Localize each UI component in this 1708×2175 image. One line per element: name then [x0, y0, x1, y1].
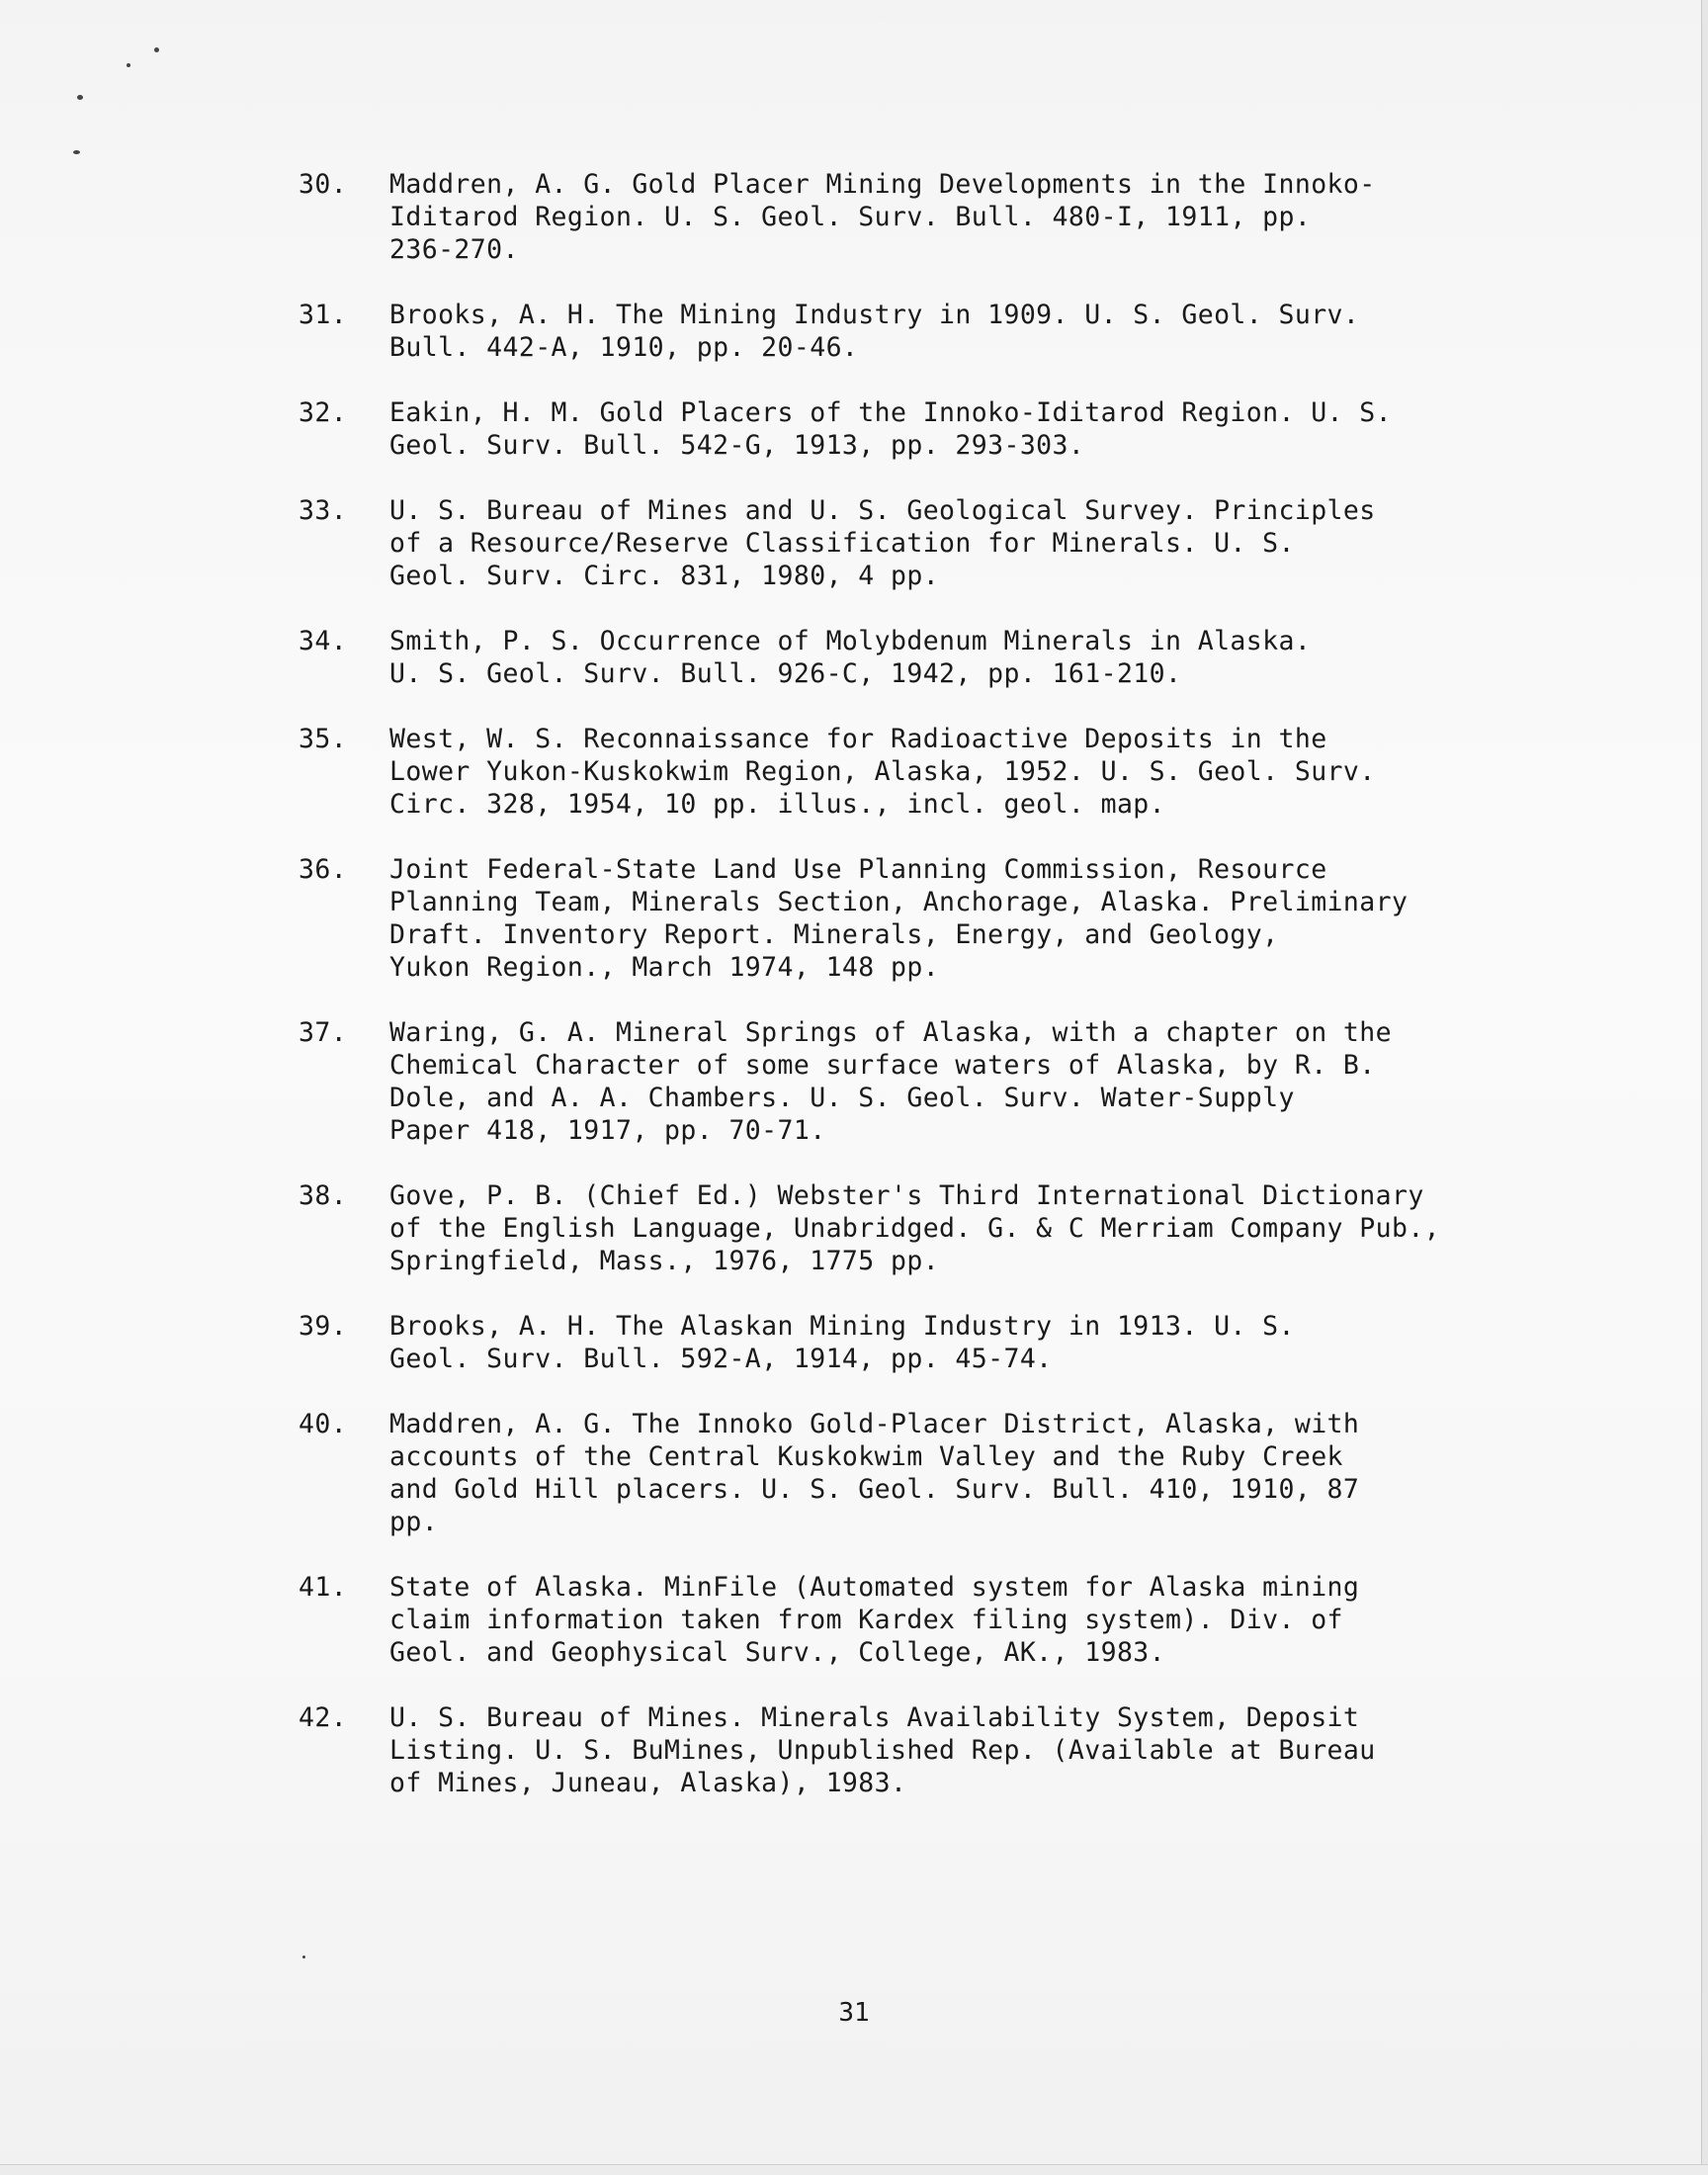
reference-text: U. S. Bureau of Mines. Minerals Availability System, Deposit Listing. U. S. BuMines, Unpublished Rep. (Available at Bureau of Mines, Juneau, Alaska), 1983.	[389, 1702, 1376, 1798]
reference-number: 42.	[299, 1702, 348, 1733]
reference-text: U. S. Bureau of Mines and U. S. Geological Survey. Principles of a Resource/Reserve Classification for Minerals. U. S. Geol. Surv. Circ. 831, 1980, 4 pp.	[389, 495, 1376, 591]
reference-text: State of Alaska. MinFile (Automated system for Alaska mining claim information taken from Kardex filing system). Div. of Geol. and Geophysical Surv., College, AK., 1983.	[389, 1572, 1360, 1668]
reference-item	[299, 1408, 1514, 1538]
reference-item	[299, 1016, 1514, 1147]
reference-text: Gove, P. B. (Chief Ed.) Webster's Third International Dictionary of the English Language, Unabridged. G. & C Merriam Company Pub., Springfield, Mass., 1976, 1775 pp.	[389, 1180, 1441, 1276]
scan-speck	[73, 150, 80, 154]
scan-speck	[77, 95, 83, 100]
reference-item	[299, 853, 1514, 984]
reference-number: 37.	[299, 1017, 348, 1048]
reference-item	[299, 1571, 1514, 1669]
reference-item	[299, 1310, 1514, 1375]
scan-speck	[127, 63, 130, 67]
scan-speck	[302, 1956, 305, 1958]
reference-text: Waring, G. A. Mineral Springs of Alaska, with a chapter on the Chemical Character of some surface waters of Alaska, by R. B. Dole, and A. A. Chambers. U. S. Geol. Surv. Water-Supply Paper 418, 1917, pp. 70-71.	[389, 1017, 1392, 1146]
reference-text: Maddren, A. G. Gold Placer Mining Developments in the Innoko- Iditarod Region. U. S. Geol. Surv. Bull. 480-I, 1911, pp. 236-270.	[389, 169, 1376, 265]
reference-item	[299, 723, 1514, 821]
reference-item	[299, 625, 1514, 690]
reference-item	[299, 494, 1514, 592]
scan-edge-bottom	[0, 2164, 1708, 2175]
reference-item	[299, 396, 1514, 462]
reference-number: 35.	[299, 724, 348, 754]
reference-number: 31.	[299, 300, 348, 330]
reference-text: Joint Federal-State Land Use Planning Commission, Resource Planning Team, Minerals Section, Anchorage, Alaska. Preliminary Draft. Inventory Report. Minerals, Energy, and Geology, Yukon Region., March 1974, 148 pp.	[389, 854, 1409, 983]
reference-number: 34.	[299, 626, 348, 656]
reference-text: Maddren, A. G. The Innoko Gold-Placer District, Alaska, with accounts of the Central Kuskokwim Valley and the Ruby Creek and Gold Hill placers. U. S. Geol. Surv. Bull. 410, 1910, 87 pp.	[389, 1409, 1360, 1537]
scan-speck	[154, 47, 159, 52]
reference-item	[299, 299, 1514, 364]
reference-text: Brooks, A. H. The Alaskan Mining Industry in 1913. U. S. Geol. Surv. Bull. 592-A, 1914, pp. 45-74.	[389, 1311, 1295, 1374]
reference-text: West, W. S. Reconnaissance for Radioactive Deposits in the Lower Yukon-Kuskokwim Region, Alaska, 1952. U. S. Geol. Surv. Circ. 328, 1954, 10 pp. illus., incl. geol. map.	[389, 724, 1376, 820]
reference-number: 36.	[299, 854, 348, 885]
reference-list	[299, 168, 1514, 1799]
scan-edge-right	[1701, 0, 1708, 2175]
reference-number: 40.	[299, 1409, 348, 1439]
reference-number: 30.	[299, 169, 348, 200]
reference-number: 39.	[299, 1311, 348, 1342]
reference-number: 32.	[299, 397, 348, 428]
reference-number: 41.	[299, 1572, 348, 1603]
reference-text: Eakin, H. M. Gold Placers of the Innoko-Iditarod Region. U. S. Geol. Surv. Bull. 542-G, 1913, pp. 293-303.	[389, 397, 1392, 461]
page-number: 31	[838, 1998, 870, 2028]
reference-item	[299, 1179, 1514, 1277]
reference-number: 33.	[299, 495, 348, 526]
reference-text: Brooks, A. H. The Mining Industry in 1909. U. S. Geol. Surv. Bull. 442-A, 1910, pp. 20-46.	[389, 300, 1360, 363]
reference-text: Smith, P. S. Occurrence of Molybdenum Minerals in Alaska. U. S. Geol. Surv. Bull. 926-C, 1942, pp. 161-210.	[389, 626, 1312, 689]
reference-item	[299, 1701, 1514, 1799]
reference-number: 38.	[299, 1180, 348, 1211]
reference-item	[299, 168, 1514, 266]
